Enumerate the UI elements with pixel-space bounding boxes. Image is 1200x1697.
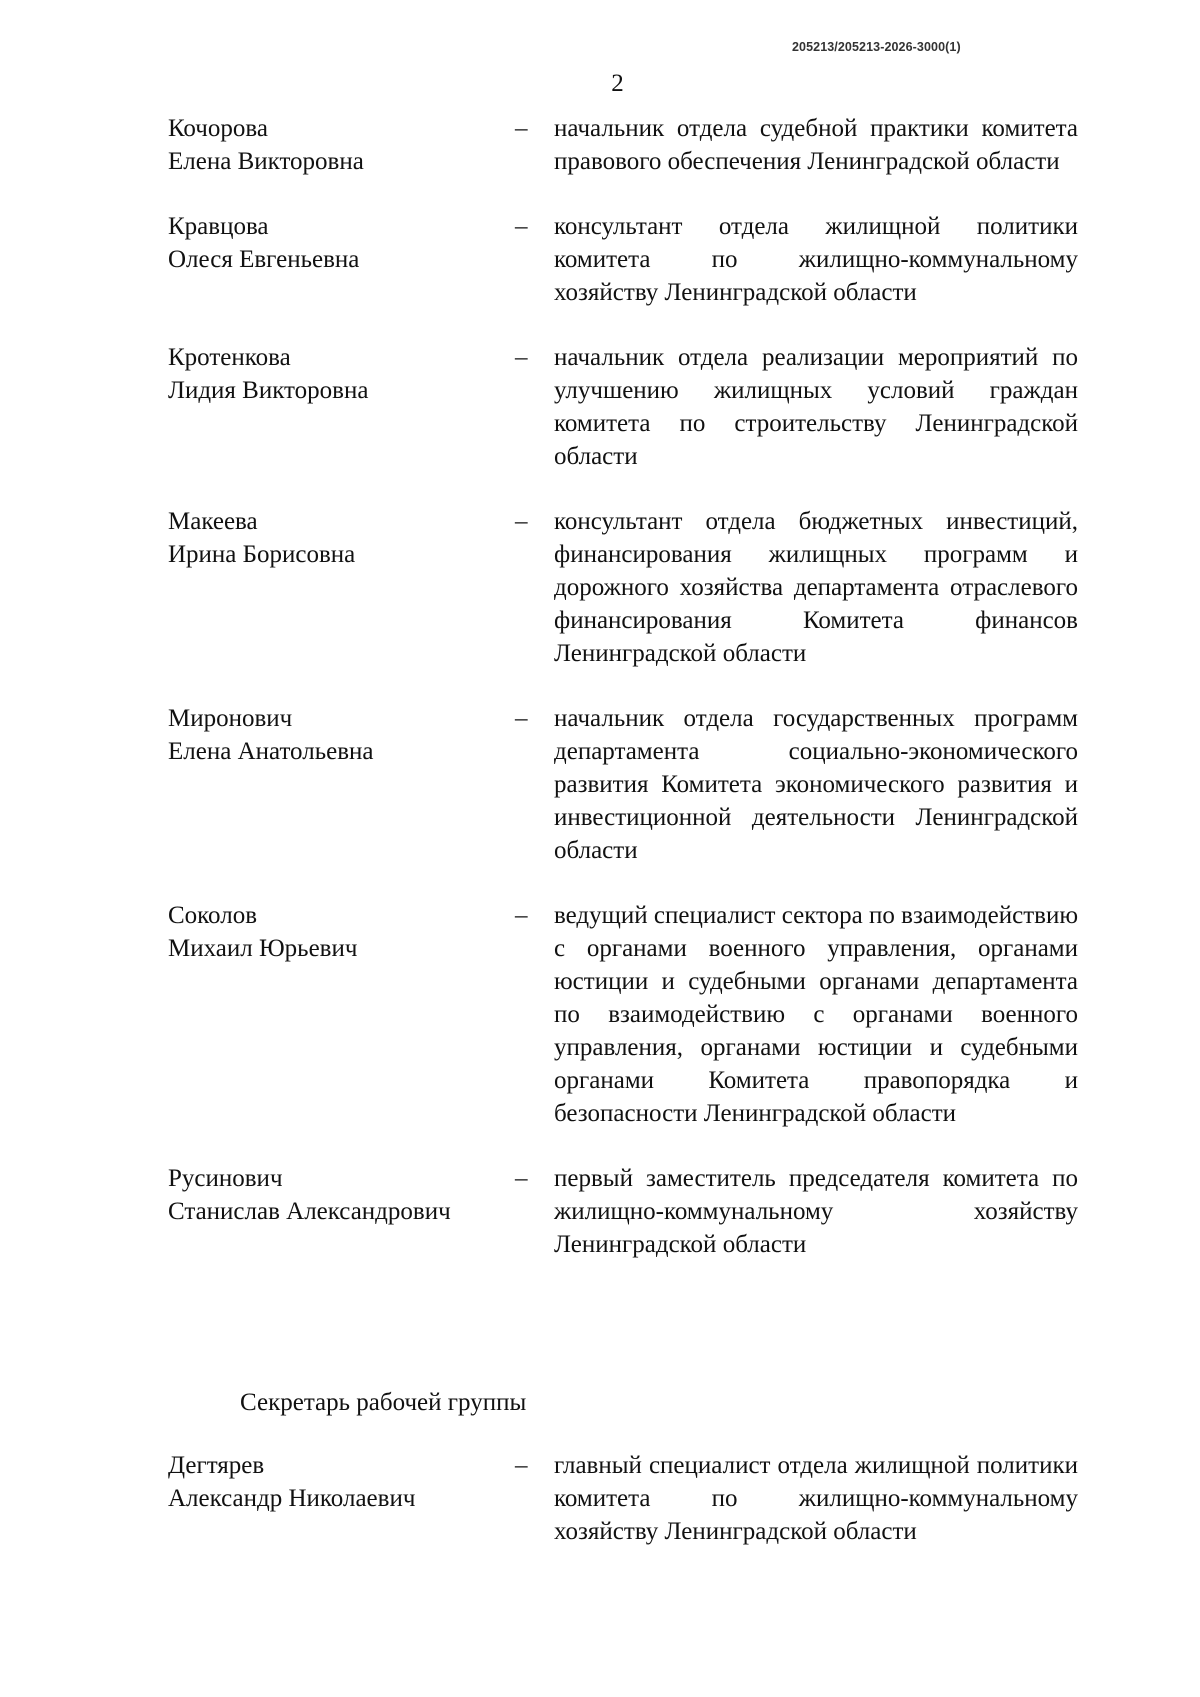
member-entry: [168, 899, 1078, 1130]
member-given-name: Елена Викторовна: [168, 148, 364, 175]
dash-separator: –: [515, 344, 528, 371]
member-entry: [168, 341, 1078, 473]
member-name: [168, 899, 515, 1130]
member-name: [168, 210, 515, 309]
member-surname: Кротенкова: [168, 344, 291, 371]
dash-separator: –: [515, 902, 528, 929]
document-id: 205213/205213-2026-3000(1): [792, 40, 961, 54]
member-given-name: Станислав Александрович: [168, 1198, 451, 1225]
dash-separator: –: [515, 213, 528, 240]
member-entry: [168, 702, 1078, 867]
secretary-block: [168, 1449, 1078, 1548]
secretary-position: главный специалист отдела жилищной политики комитета по жилищно-коммунальному хозяйству Ленинградской области: [554, 1452, 1078, 1545]
secretary-section-title: Секретарь рабочей группы: [240, 1389, 527, 1416]
member-entry: [168, 505, 1078, 670]
member-given-name: Лидия Викторовна: [168, 377, 369, 404]
member-position: начальник отдела реализации мероприятий по улучшению жилищных условий граждан комитета по строительству Ленинградской области: [554, 344, 1078, 470]
member-surname: Макеева: [168, 508, 258, 535]
secretary-surname: Дегтярев: [168, 1452, 265, 1479]
member-name: [168, 112, 515, 178]
member-name: [168, 1162, 515, 1261]
dash-separator: –: [515, 1452, 528, 1479]
member-surname: Русинович: [168, 1165, 283, 1192]
member-given-name: Михаил Юрьевич: [168, 935, 358, 962]
member-position: первый заместитель председателя комитета по жилищно-коммунальному хозяйству Ленинградской области: [554, 1165, 1078, 1258]
member-surname: Кочорова: [168, 115, 268, 142]
member-name: [168, 702, 515, 867]
member-position: консультант отдела бюджетных инвестиций, финансирования жилищных программ и дорожного хозяйства департамента отраслевого финансирования Комитета финансов Ленинградской области: [554, 508, 1078, 667]
member-name: [168, 505, 515, 670]
member-position: начальник отдела судебной практики комитета правового обеспечения Ленинградской области: [554, 115, 1078, 175]
member-surname: Кравцова: [168, 213, 269, 240]
member-surname: Миронович: [168, 705, 293, 732]
member-position: ведущий специалист сектора по взаимодействию с органами военного управления, органами юстиции и судебными органами департамента по взаимодействию с органами военного управления, органами юстиции и судебными органами Комитета правопорядка и безопасности Ленинградской области: [554, 902, 1078, 1127]
member-entry: [168, 112, 1078, 178]
dash-separator: –: [515, 705, 528, 732]
member-given-name: Олеся Евгеньевна: [168, 246, 360, 273]
member-position: консультант отдела жилищной политики комитета по жилищно-коммунальному хозяйству Ленинградской области: [554, 213, 1078, 306]
page-number: 2: [611, 70, 624, 97]
dash-separator: –: [515, 508, 528, 535]
dash-separator: –: [515, 115, 528, 142]
dash-separator: –: [515, 1165, 528, 1192]
member-position: начальник отдела государственных программ департамента социально-экономического развития Комитета экономического развития и инвестиционной деятельности Ленинградской области: [554, 705, 1078, 864]
member-entry: [168, 210, 1078, 309]
member-list: [168, 112, 1078, 1261]
secretary-name: [168, 1449, 515, 1548]
member-name: [168, 341, 515, 473]
member-given-name: Елена Анатольевна: [168, 738, 374, 765]
member-given-name: Ирина Борисовна: [168, 541, 356, 568]
member-surname: Соколов: [168, 902, 258, 929]
secretary-given-name: Александр Николаевич: [168, 1485, 416, 1512]
secretary-entry: [168, 1449, 1078, 1548]
member-entry: [168, 1162, 1078, 1261]
